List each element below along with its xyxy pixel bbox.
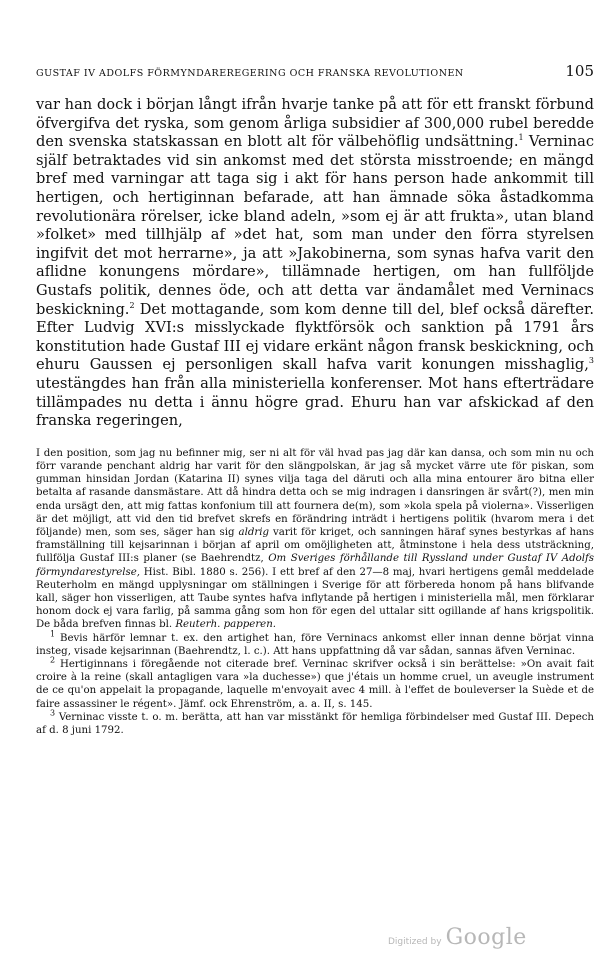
footnote-text: Bevis härför lemnar t. ex. den artighet han, före Verninacs ankomst eller innan denne börjat vinna insteg, visade kejsarinnan (Baehrendtz, l. c.). Att hans uppfattning då var sådan, sannas äfven Verninac. (36, 632, 594, 657)
emphasis-text: aldrig (238, 526, 270, 538)
footnote-number: 3 (50, 708, 56, 718)
running-head (36, 62, 594, 80)
page-number: 105 (565, 62, 594, 80)
footnote-text: I den position, som jag nu befinner mig, ser ni alt för väl hvad pas jag där kan dansa, och som min nu och förr varande penchant aldrig har varit för den slängpolskan, är jag så mycket värre ute för piskan, som gumman hinsidan Jordan (Katarina II) synes vilja taga del däruti och alla mina entourer äro bitna eller betalta af rasande dansmästare. Att då hindra detta och se mig indragen i dansringen är svårt(?), men min enda ursägt den, att mig fattas konfonium till att fournera de(m), som »kola spela på violerna». Visserligen är det möjligt, att vid den tid brefvet skrefs en förändring inträdt i hertigens politik (hvarom mera i det följande) men, som ses, säger han sig (36, 447, 594, 538)
footnote-text: varit för kriget, och sanningen häraf synes bestyrkas af hans framställning till kejsarinnan i början af april om omöjligheten att, åtminstone i hela dess utsträckning, fullfölja Gustaf III:s planer (se Baehrendtz, (36, 526, 594, 565)
main-text-segment: var han dock i början långt ifrån hvarje tanke på att för ett franskt förbund öfvergifva det ryska, som genom årliga subsidier af 300,000 rubel beredde den svenska statskassan en blott alt för välbehöflig undsättning. (36, 96, 594, 151)
footnote-text: Hertiginnans i föregående not citerade bref. Verninac skrifver också i sin berättelse: »On avait fait croire à la reine (skall antagligen vara »la duchesse») que j'étais un homme cruel, un aveugle instrument de ce qu'on appelait la propagande, laquelle m'envoyait avec 4 mill. à l'effet de bouleverser la Suède et de faire assassiner le régent». Jämf. ock Ehrenström, a. a. II, s. 145. (36, 658, 594, 710)
footnote-2 (36, 655, 594, 711)
footnote-1 (36, 629, 594, 658)
footnote-3 (36, 708, 594, 737)
google-logo: Google (445, 925, 527, 950)
main-text-segment: Verninac själf betraktades vid sin ankomst med det största misstroende; en mängd bref med varningar att taga sig i akt för hans person hade ankommit till hertigen, och hertiginnan befarade, att han ämnade söka åstadkomma revolutionära rörelser, icke bland adeln, »som ej är att frukta», utan bland »folket» med tillhjälp af »det hat, som man under den förra styrelsen ingifvit det mot herrarne», ja att »Jakobinerna, som synas hafva varit den aflidne konungens mördare», tillämnade hertigen, om han fullföljde Gustafs politik, dennes öde, och att detta var ändamålet med Verninacs beskickning. (36, 133, 594, 318)
footnote-number: 2 (50, 655, 56, 665)
watermark-prefix: Digitized by (388, 937, 442, 947)
main-text-segment: Det mottagande, som kom denne till del, blef också därefter. Efter Ludvig XVI:s misslyckade flyktförsök och sanktion på 1791 års konstitution hade Gustaf III ej vidare erkänt någon fransk beskickning, och ehuru Gaussen ej personligen skall hafva varit konungen misshaglig, (36, 300, 594, 374)
footnote-ref-1: 1 (518, 133, 524, 143)
main-text-segment: utestängdes han från alla ministeriella konferenser. Mot hans efterträdare tillämpades nu detta i ännu högre grad. Ehuru han var afskickad af den franska regeringen, (36, 374, 594, 430)
footnote-text: Verninac visste t. o. m. berätta, att han var misstänkt för hemliga förbindelser med Gustaf III. Depech af d. 8 juni 1792. (36, 711, 594, 736)
footnote-text: Hist. Bibl. 1880 s. 256). I ett bref af den 27—8 maj, hvari hertigens gemål meddelade Reuterholm en mängd upplysningar om ställningen i Sverige för att förbereda honom på hans blifvande kall, säger hon visserligen, att Taube syntes hafva inflytande på hertigen i ministeriella mål, men förklarar honom dock ej vara farlig, på samma gång som hon för egen del uttalar sitt ogillande af hans krigspolitik. De båda brefven finnas bl. (36, 566, 594, 631)
main-text (36, 96, 594, 431)
cited-title: Om Sveriges förhållande till Ryssland under Gustaf IV Adolfs förmyndarestyrelse, (36, 553, 594, 578)
digitized-by-watermark (388, 925, 527, 950)
footnote-ref-2: 2 (129, 300, 135, 310)
footnote-number: 1 (50, 629, 56, 639)
running-title: GUSTAF IV ADOLFS FÖRMYNDAREREGERING OCH FRANSKA REVOLUTIONEN (36, 68, 464, 79)
footnote-continuation (36, 447, 594, 632)
footnote-ref-3: 3 (588, 356, 594, 366)
footnotes (36, 447, 594, 737)
cited-source: Reuterh. papperen. (175, 619, 277, 631)
